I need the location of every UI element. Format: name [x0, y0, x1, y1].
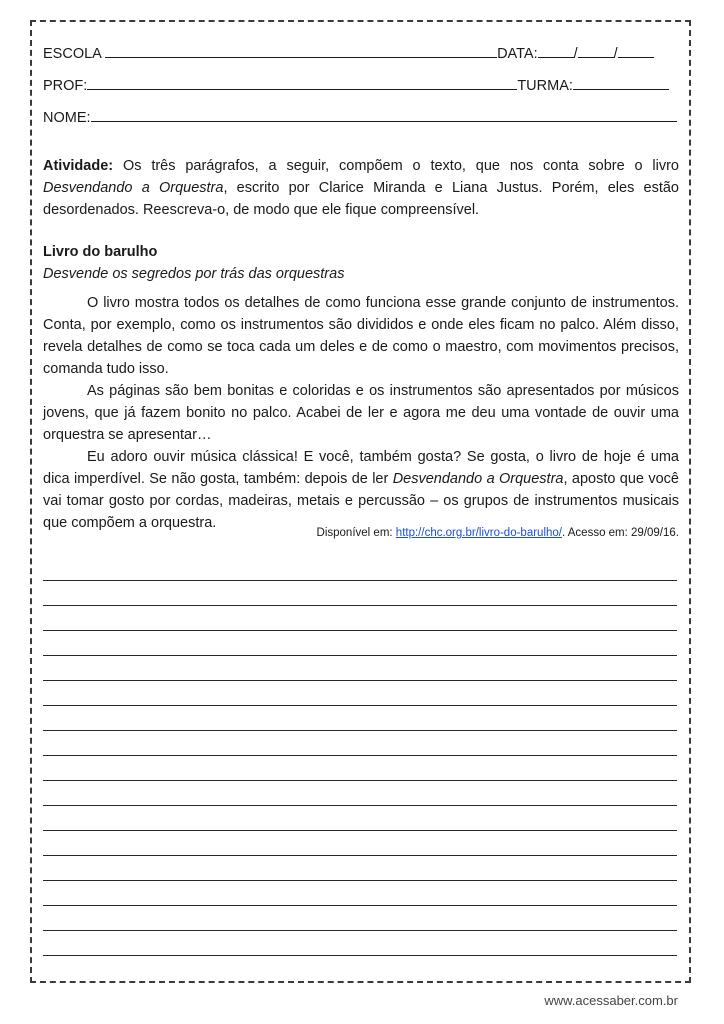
writing-line[interactable] — [43, 830, 677, 831]
writing-line[interactable] — [43, 580, 677, 581]
date-separator: / — [613, 46, 618, 62]
writing-line[interactable] — [43, 955, 677, 956]
activity-label: Atividade: — [43, 158, 114, 174]
writing-line[interactable] — [43, 655, 677, 656]
nome-row — [43, 108, 677, 127]
data-label: DATA: — [497, 46, 538, 62]
writing-line[interactable] — [43, 755, 677, 756]
writing-line[interactable] — [43, 880, 677, 881]
article-body — [43, 292, 679, 534]
book-title: Desvendando a Orquestra — [392, 471, 564, 487]
writing-line[interactable] — [43, 930, 677, 931]
date-year-field[interactable] — [618, 44, 654, 58]
writing-line[interactable] — [43, 730, 677, 731]
escola-field[interactable] — [105, 44, 497, 58]
prof-label: PROF: — [43, 78, 88, 94]
writing-line[interactable] — [43, 605, 677, 606]
source-link[interactable]: http://chc.org.br/livro-do-barulho/ — [395, 527, 562, 539]
escola-label: ESCOLA — [43, 46, 102, 62]
writing-line[interactable] — [43, 905, 677, 906]
source-suffix: . Acesso em: 29/09/16. — [562, 527, 679, 539]
paragraph-text: , aposto que você vai tomar gosto por cordas, madeiras, metais e percussão – os grupos de instrumentos musicais que compõem a orquestra. — [43, 471, 679, 531]
date-day-field[interactable] — [538, 44, 574, 58]
turma-label: TURMA: — [517, 78, 573, 94]
writing-line[interactable] — [43, 630, 677, 631]
date-separator: / — [573, 46, 578, 62]
footer-site: www.acessaber.com.br — [544, 993, 678, 1008]
writing-line[interactable] — [43, 780, 677, 781]
prof-field[interactable] — [87, 76, 517, 90]
turma-field[interactable] — [573, 76, 669, 90]
article-paragraph: As páginas são bem bonitas e coloridas e os instrumentos são apresentados por músicos jovens, que já fazem bonito no palco. Acabei de ler e agora me deu uma vontade de ouvir uma orquestra se apresentar… — [43, 383, 679, 443]
source-citation — [317, 526, 679, 540]
writing-line[interactable] — [43, 855, 677, 856]
source-prefix: Disponível em: — [316, 527, 396, 539]
prof-row — [43, 76, 669, 95]
activity-text: , escrito por Clarice Miranda e Liana Justus. Porém, eles estão desordenados. Reescreva-o, de modo que ele fique compreensível. — [43, 180, 679, 218]
article-paragraph: O livro mostra todos os detalhes de como funciona esse grande conjunto de instrumentos. Conta, por exemplo, como os instrumentos são divididos e onde eles ficam no palco. Além disso, revela detalhes de como se toca cada um deles e de como o maestro, com movimentos precisos, comanda tudo isso. — [43, 295, 679, 377]
nome-field[interactable] — [91, 108, 677, 122]
activity-instructions — [43, 155, 679, 221]
book-title: Desvendando a Orquestra — [43, 180, 224, 196]
writing-line[interactable] — [43, 705, 677, 706]
nome-label: NOME: — [43, 110, 91, 126]
article-title: Livro do barulho — [43, 244, 158, 260]
activity-text: Os três parágrafos, a seguir, compõem o texto, que nos conta sobre o livro — [113, 158, 679, 174]
paragraph-text: Eu adoro ouvir música clássica! E você, também gosta? Se gosta, o livro de hoje é uma dica imperdível. Se não gosta, também: depois de ler — [43, 449, 679, 487]
writing-line[interactable] — [43, 805, 677, 806]
article-paragraph — [43, 446, 679, 534]
writing-line[interactable] — [43, 680, 677, 681]
date-month-field[interactable] — [578, 44, 614, 58]
escola-row — [43, 44, 654, 63]
article-subtitle: Desvende os segredos por trás das orquestras — [43, 266, 345, 282]
